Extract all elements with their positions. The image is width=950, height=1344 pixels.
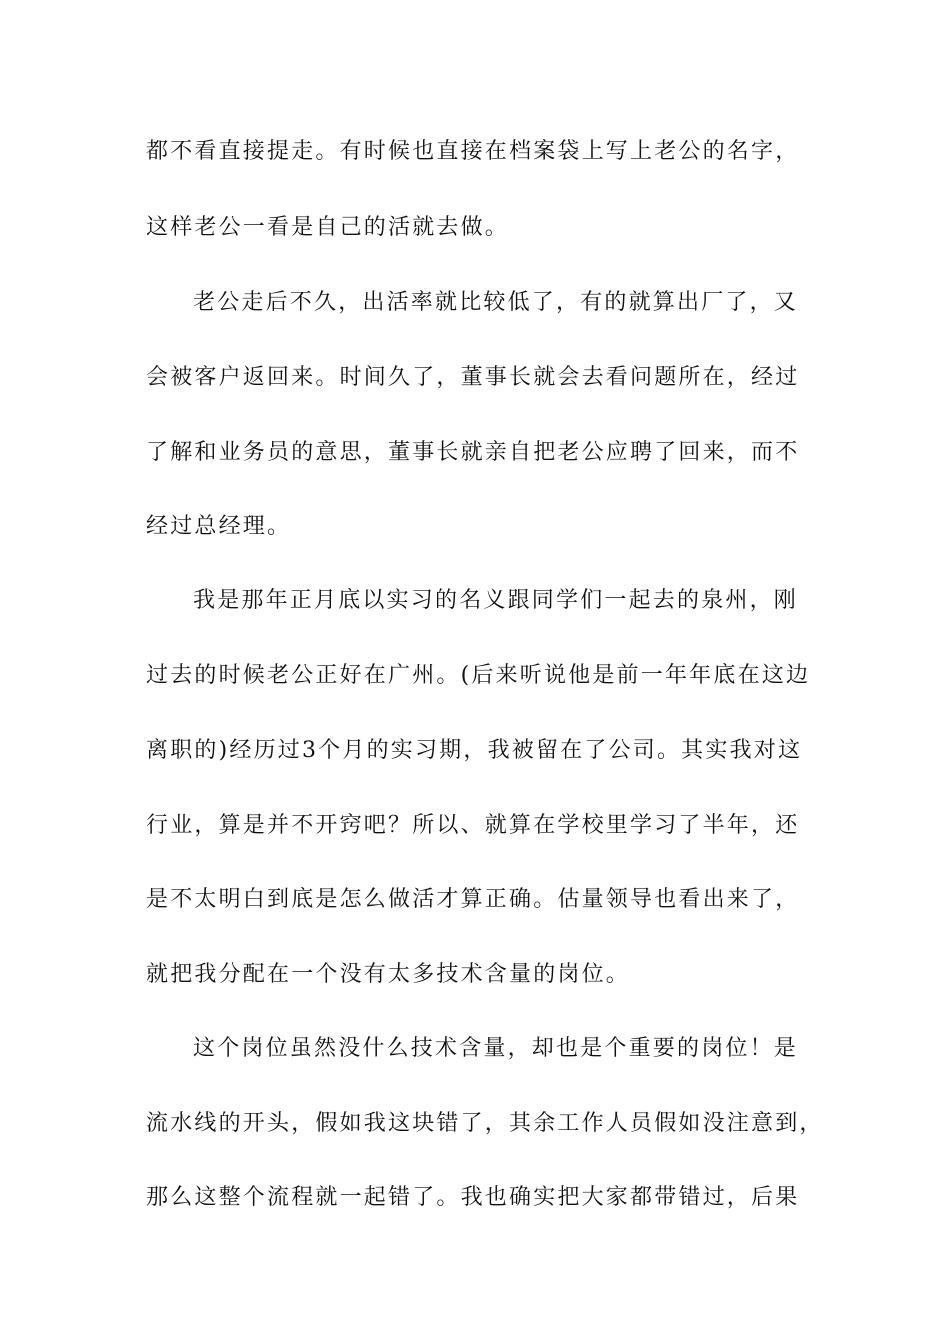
text-line: 过去的时候老公正好在广州。(后来听说他是前一年年底在这边: [146, 663, 811, 688]
text-line: 会被客户返回来。时间久了，董事长就会去看问题所在，经过: [146, 365, 800, 390]
text-line: 了解和业务员的意思，董事长就亲自把老公应聘了回来，而不: [146, 440, 800, 465]
text-line: 这样老公一看是自己的活就去做。: [146, 215, 510, 240]
text-line: 行业，算是并不开窍吧？所以、就算在学校里学习了半年，还: [146, 813, 800, 838]
text-line: 是不太明白到底是怎么做活才算正确。估量领导也看出来了，: [146, 887, 800, 912]
text-line: 经过总经理。: [146, 514, 292, 539]
paragraph-first-line: 老公走后不久，出活率就比较低了，有的就算出厂了，又: [193, 290, 799, 315]
text-line: 流水线的开头，假如我这块错了，其余工作人员假如没注意到，: [146, 1111, 824, 1136]
paragraph-first-line: 这个岗位虽然没什么技术含量，却也是个重要的岗位！是: [193, 1036, 799, 1061]
paragraph-first-line: 我是那年正月底以实习的名义跟同学们一起去的泉州，刚: [193, 588, 799, 613]
text-line: 就把我分配在一个没有太多技术含量的岗位。: [146, 962, 631, 987]
text-line: 那么这整个流程就一起错了。我也确实把大家都带错过，后果: [146, 1185, 800, 1210]
text-line: 都不看直接提走。有时候也直接在档案袋上写上老公的名字，: [146, 139, 800, 164]
text-line: 离职的)经历过3个月的实习期，我被留在了公司。其实我对这: [146, 738, 803, 763]
